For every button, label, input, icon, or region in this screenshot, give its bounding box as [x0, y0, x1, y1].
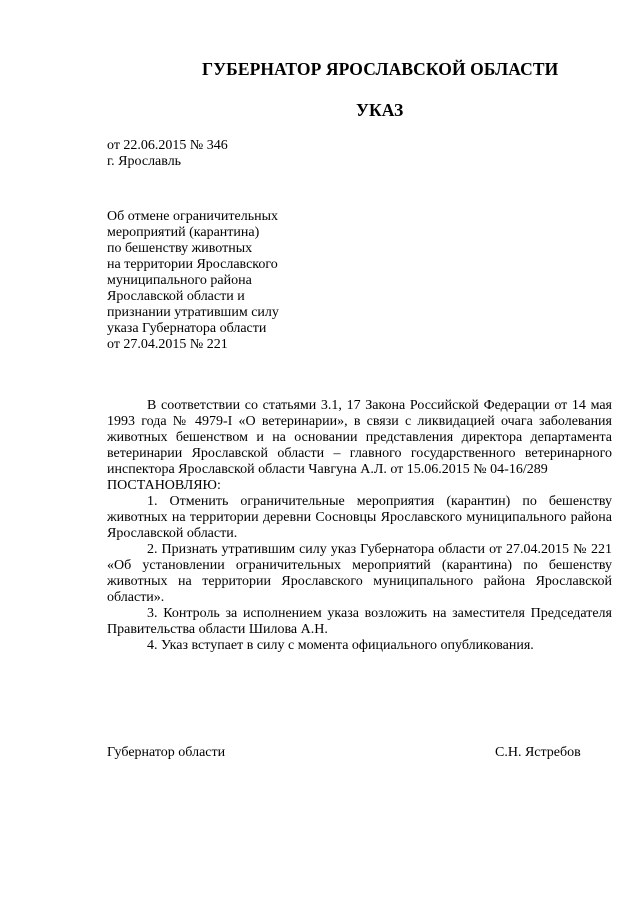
decree-subject — [107, 209, 279, 353]
subject-line: на территории Ярославского — [107, 257, 278, 272]
resolve-word: ПОСТАНОВЛЯЮ: — [107, 478, 221, 493]
subject-line: признании утратившим силу — [107, 305, 279, 320]
subject-line: мероприятий (карантина) — [107, 225, 260, 240]
subject-line: по бешенству животных — [107, 241, 253, 256]
decree-item-4: 4. Указ вступает в силу с момента официального опубликования. — [147, 638, 534, 653]
issuing-authority-heading: ГУБЕРНАТОР ЯРОСЛАВСКОЙ ОБЛАСТИ — [202, 59, 559, 79]
preamble-paragraph: В соответствии со статьями 3.1, 17 Закона Российской Федерации от 14 мая 1993 года № 4979-I «О ветеринарии», в связи с ликвидацией очага заболевания животных бешенством и на основании представления директора департамента ветеринарии Ярославской области – главного государственного ветеринарного инспектора Ярославской области Чавгуна А.Л. от 15.06.2015 № 04-16/289 — [107, 398, 612, 477]
signatory-title: Губернатор области — [107, 745, 226, 760]
city: г. Ярославль — [107, 154, 182, 169]
subject-line: от 27.04.2015 № 221 — [107, 337, 228, 352]
subject-line: Ярославской области и — [107, 289, 245, 304]
subject-line: Об отмене ограничительных — [107, 209, 279, 224]
subject-line: муниципального района — [107, 273, 252, 288]
decree-item-1: 1. Отменить ограничительные мероприятия (карантин) по бешенству животных на территории деревни Сосновцы Ярославского муниципального района Ярославской области. — [107, 494, 612, 541]
decree-body — [107, 398, 612, 654]
date-and-number: от 22.06.2015 № 346 — [107, 138, 228, 153]
decree-item-2: 2. Признать утратившим силу указ Губернатора области от 27.04.2015 № 221 «Об установлении ограничительных мероприятий (карантина) по бешенству животных на территории Ярославского муниципального района Ярославской области». — [107, 542, 612, 605]
document-type-heading: УКАЗ — [356, 100, 404, 120]
signatory-name: С.Н. Ястребов — [495, 745, 581, 760]
subject-line: указа Губернатора области — [107, 321, 267, 336]
decree-item-3: 3. Контроль за исполнением указа возложить на заместителя Председателя Правительства области Шилова А.Н. — [107, 606, 612, 637]
